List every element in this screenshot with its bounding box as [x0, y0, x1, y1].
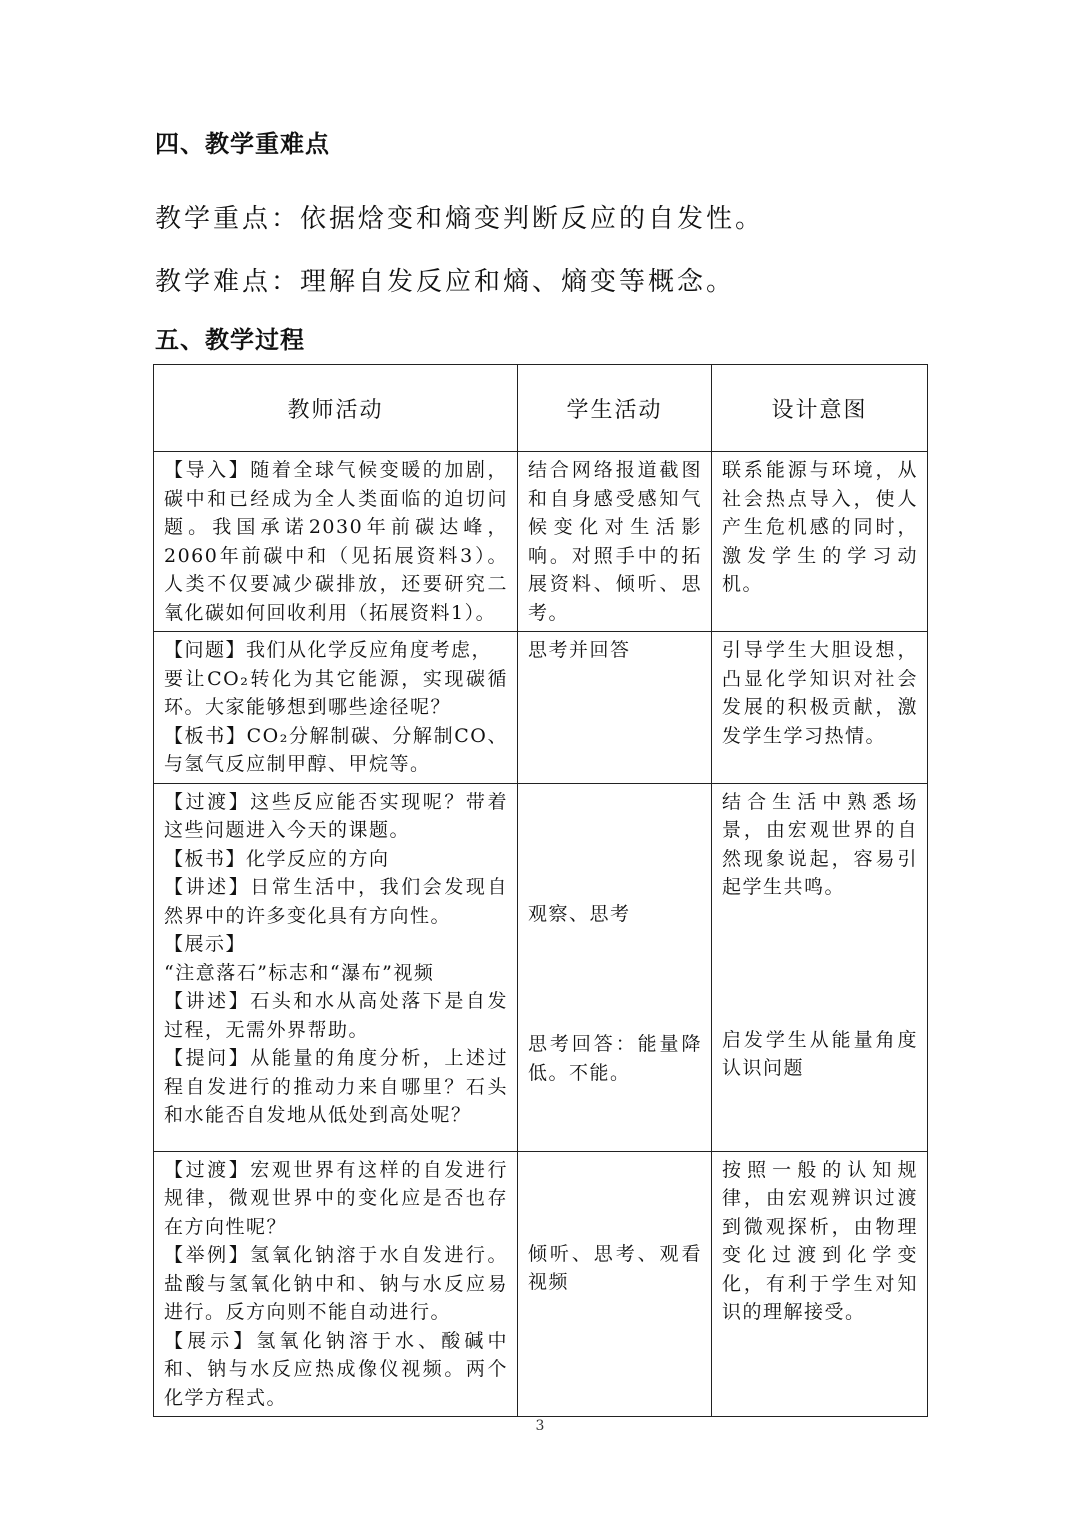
- teacher-activity-cell: [154, 452, 518, 632]
- teacher-activity-text: 【展示】氢氧化钠溶于水、酸碱中和、钠与水反应热成像仪视频。两个化学方程式。: [164, 1329, 508, 1409]
- design-intent-text: 启发学生从能量角度认识问题: [722, 1028, 918, 1079]
- table-header-row: [154, 365, 928, 452]
- design-intent-text: 结合生活中熟悉场景，由宏观世界的自然现象说起，容易引起学生共鸣。: [722, 790, 918, 898]
- design-intent-text: 引导学生大胆设想，凸显化学知识对社会发展的积极贡献，激发学生学习热情。: [722, 639, 918, 747]
- table-row: [154, 1151, 928, 1417]
- design-intent-text: 按照一般的认知规律，由宏观辨识过渡到微观探析，由物理变化过渡到化学变化，有利于学生对知识的理解接受。: [722, 1158, 918, 1323]
- teacher-activity-text: 要让CO₂转化为其它能源，实现碳循环。大家能够想到哪些途径呢？: [164, 667, 508, 718]
- teacher-activity-text: 【展示】: [164, 933, 247, 955]
- key-point-text: 教学重点：依据焓变和熵变判断反应的自发性。: [155, 204, 765, 234]
- student-activity-text: 结合网络报道截图和自身感受感知气候变化对生活影响。对照手中的拓展资料、倾听、思考。: [528, 459, 702, 624]
- page-number: 3: [535, 1418, 545, 1434]
- design-intent-cell: [712, 1151, 928, 1417]
- teacher-activity-text: 【过渡】宏观世界有这样的自发进行规律，微观世界中的变化应是否也存在方向性呢？: [164, 1158, 508, 1238]
- teacher-activity-text: 【板书】化学反应的方向: [164, 847, 390, 870]
- student-activity-text: 思考回答：能量降低。不能。: [528, 1033, 702, 1084]
- student-activity-text: 思考并回答: [528, 639, 631, 661]
- teacher-activity-cell: [154, 783, 518, 1151]
- teacher-activity-cell: [154, 1151, 518, 1417]
- teacher-activity-text: “注意落石”标志和“瀑布”视频: [164, 961, 435, 984]
- teacher-activity-cell: [154, 632, 518, 784]
- student-activity-text: 倾听、思考、观看视频: [528, 1242, 702, 1293]
- design-intent-cell: [712, 783, 928, 1151]
- design-intent-text: 联系能源与环境，从社会热点导入，使人产生危机感的同时，激发学生的学习动机。: [722, 459, 918, 595]
- section-heading-key-points: 四、教学重难点: [155, 130, 330, 158]
- teaching-process-table: [153, 364, 928, 1417]
- header-design-intent: 设计意图: [712, 365, 928, 452]
- student-activity-cell: [518, 1151, 712, 1417]
- teacher-activity-text: 【问题】我们从化学反应角度考虑，: [164, 639, 493, 661]
- teacher-activity-text: 【提问】从能量的角度分析，上述过程自发进行的推动力来自哪里？石头和水能否自发地从低处到高处呢？: [164, 1047, 508, 1126]
- teacher-activity-text: 【讲述】日常生活中，我们会发现自然界中的许多变化具有方向性。: [164, 876, 508, 927]
- difficult-point-text: 教学难点：理解自发反应和熵、熵变等概念。: [155, 267, 736, 297]
- header-teacher-activity: 教师活动: [154, 365, 518, 452]
- teacher-activity-text: 【板书】CO₂分解制碳、分解制CO、与氢气反应制甲醇、甲烷等。: [164, 724, 508, 775]
- table-row: [154, 632, 928, 784]
- section-heading-process: 五、教学过程: [155, 326, 305, 354]
- teacher-activity-text: 【讲述】石头和水从高处落下是自发过程，无需外界帮助。: [164, 990, 508, 1041]
- table-row: [154, 783, 928, 1151]
- teacher-activity-text: 【举例】氢氧化钠溶于水自发进行。盐酸与氢氧化钠中和、钠与水反应易进行。反方向则不能自动进行。: [164, 1244, 508, 1323]
- student-activity-cell: [518, 783, 712, 1151]
- header-student-activity: 学生活动: [518, 365, 712, 452]
- table-row: [154, 452, 928, 632]
- design-intent-cell: [712, 452, 928, 632]
- student-activity-cell: [518, 452, 712, 632]
- teacher-activity-text: 【导入】随着全球气候变暖的加剧，碳中和已经成为全人类面临的迫切问题。我国承诺2030年前碳达峰，2060年前碳中和（见拓展资料3）。人类不仅要减少碳排放，还要研究二氧化碳如何回收利用（拓展资料1）。: [164, 459, 508, 624]
- student-activity-text: 观察、思考: [528, 902, 631, 925]
- student-activity-cell: [518, 632, 712, 784]
- design-intent-cell: [712, 632, 928, 784]
- teacher-activity-text: 【过渡】这些反应能否实现呢？带着这些问题进入今天的课题。: [164, 790, 508, 841]
